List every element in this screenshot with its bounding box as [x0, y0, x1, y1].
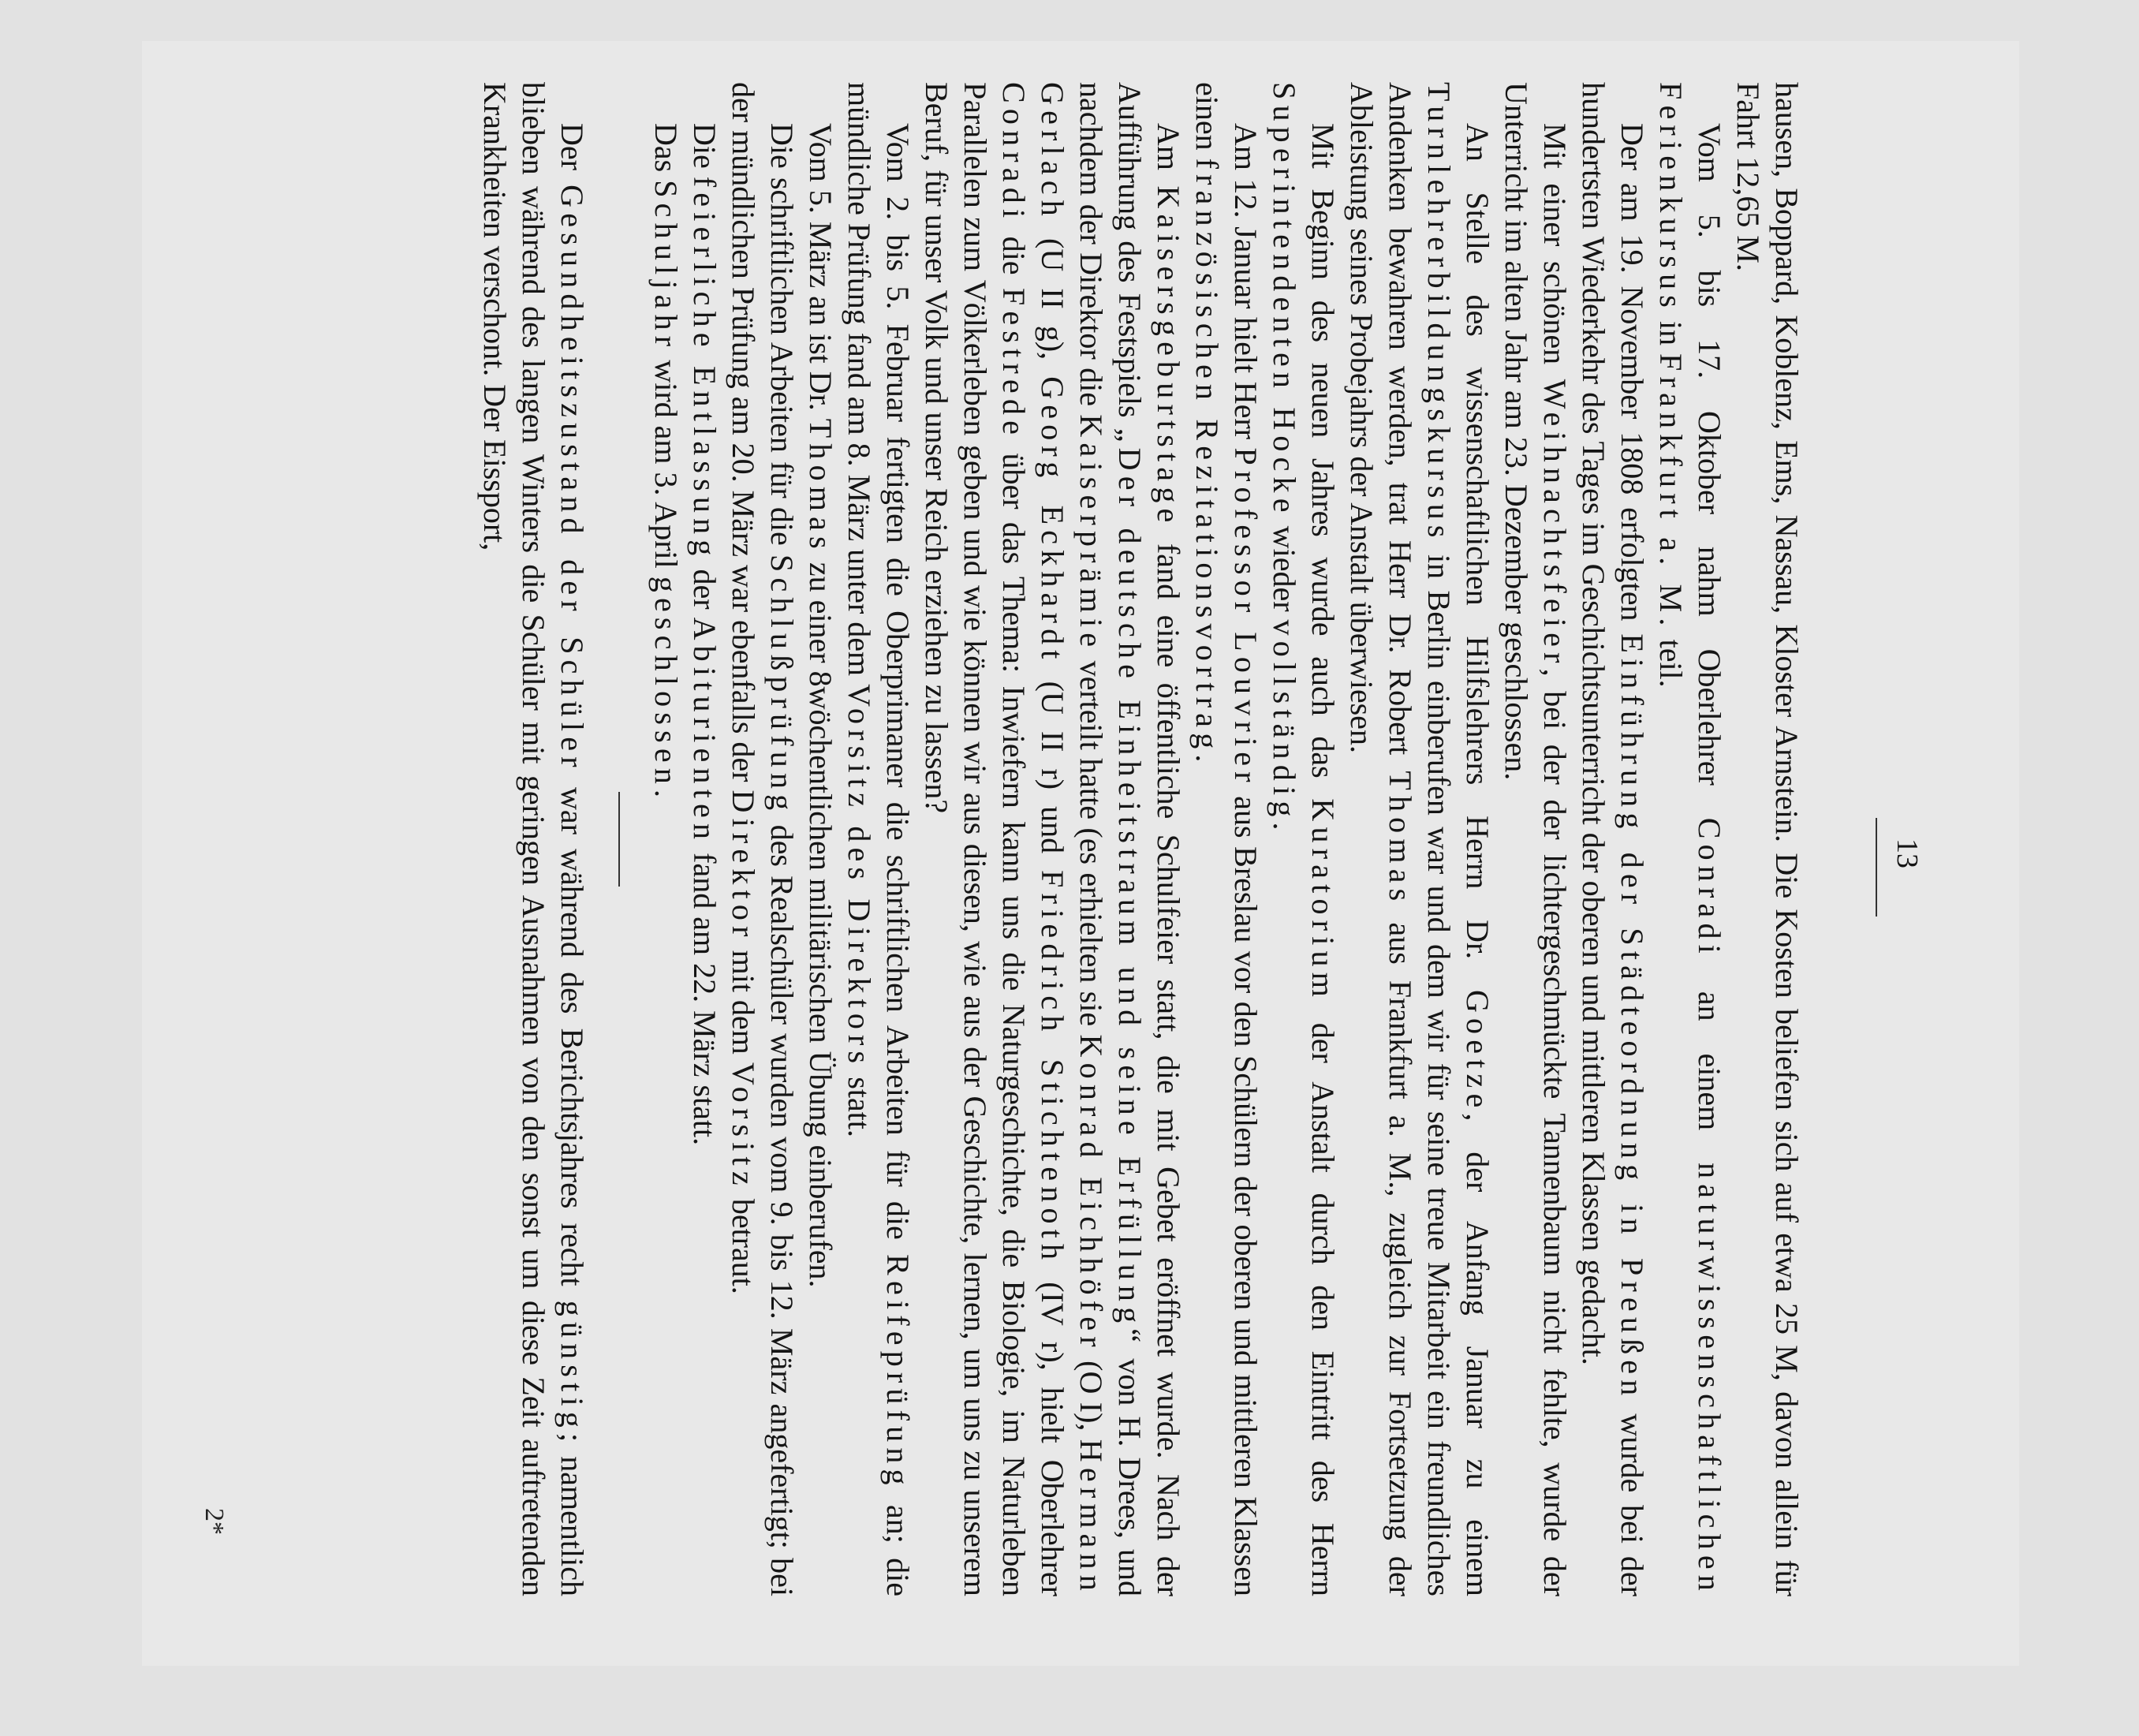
rotated-text-block [142, 41, 2019, 1666]
spaced-emphasis: feierliche Entlassung [687, 176, 722, 562]
spaced-emphasis: Conradi [996, 82, 1032, 224]
spaced-emphasis: Schlußprüfung [764, 554, 800, 816]
text-run: fand am 22. März statt. [687, 845, 722, 1146]
text-run: der [687, 561, 722, 618]
spaced-emphasis: Abiturienten [687, 617, 722, 846]
spaced-emphasis: Kaisersgeburtstage [1151, 185, 1186, 528]
spaced-emphasis: Weihnachtsfeier [1537, 379, 1573, 669]
paragraph [917, 82, 1188, 1596]
text-run: (O I), [1073, 1352, 1109, 1439]
spaced-emphasis: Georg Eckhardt [1035, 376, 1070, 665]
text-run: . [1189, 754, 1225, 763]
spaced-emphasis: „Der deutsche Einheitstraum und seine Erfüllung“ [1112, 427, 1148, 1349]
spaced-emphasis: vollständig [1267, 619, 1302, 823]
text-run: wurde bei der hundertsten Wiederkehr des Tages im Geschichtsunterricht der oberen und mittleren Klassen gedacht. [1576, 82, 1650, 1596]
text-run: Der am 19. November 1808 erfolgten [1615, 123, 1650, 634]
spaced-emphasis: Gesundheitszustand der Schüler [554, 185, 590, 773]
paragraph [840, 82, 917, 1596]
text-run: die [996, 223, 1032, 288]
spaced-emphasis: Turnlehrerbildungskursus [1421, 82, 1457, 543]
paragraph [1188, 82, 1265, 1596]
text-run: statt. [842, 1069, 877, 1137]
paragraph [801, 82, 840, 1596]
text-run: Der [554, 123, 590, 185]
spaced-emphasis: Einführung der Städteordnung in Preußen [1615, 633, 1650, 1402]
paragraph [1342, 82, 1497, 1596]
text-run: Mit Beginn des neuen Jahres wurde auch das [1305, 123, 1341, 799]
spaced-emphasis: günstig [554, 1300, 590, 1433]
spaced-emphasis: geschlossen [648, 576, 684, 790]
text-run: , bei der der lichtergeschmückte Tannenbaum nicht fehlte, wurde der Unterricht im alten Jahr am 23. Dezember geschlossen. [1499, 82, 1573, 1596]
text-run: von H. Drees, und nachdem der Direktor die [1073, 82, 1148, 1596]
text-run: in Berlin einberufen war und dem wir für seine treue Mitarbeit ein freundliches Andenken bewahren werden, trat Herr Dr. Robert [1383, 82, 1457, 1596]
spaced-emphasis: Friedrich Stichtenoth [1035, 870, 1070, 1266]
text-run: an; die mündliche Prüfung fand am 8. März unter dem [842, 82, 916, 1597]
spaced-emphasis: Hermann Gerlach [1035, 82, 1109, 1597]
spaced-emphasis: Superintendenten Hocke [1267, 82, 1302, 518]
header-rule [1876, 818, 1877, 917]
text-run: aus Frankfurt a. M., zugleich zur Fortsetzung der Ableistung seines Probejahrs der Anstalt überwiesen. [1344, 82, 1418, 1596]
text-run: (U II g), [1035, 221, 1070, 377]
text-run: mit dem [726, 942, 761, 1062]
paragraph [1652, 82, 1729, 1596]
paragraph [476, 82, 592, 1596]
text-run: Am [1151, 123, 1186, 186]
spaced-emphasis: Frankfurt a. M. [1653, 353, 1689, 632]
text-run: in [1653, 313, 1689, 354]
page-number: 13 [1891, 838, 1924, 868]
spaced-emphasis: Kuratorium [1305, 798, 1341, 1003]
spaced-emphasis: Schuljahr [648, 180, 684, 353]
text-run: Mit einer schönen [1537, 123, 1573, 379]
text-run: Vom 2. bis 5. Februar fertigten die Oberprimaner die schriftlichen Arbeiten für die [880, 123, 916, 1255]
text-run: betraut. [726, 1190, 761, 1294]
spaced-emphasis: Kaiserprämie [1073, 414, 1109, 653]
section-divider [618, 792, 620, 887]
text-run: Vom 5. März an ist Dr. [803, 123, 838, 419]
paragraph [1574, 82, 1652, 1596]
spaced-emphasis: Goetze [1460, 989, 1495, 1114]
text-run: ; namentlich blieben während des langen Winters die Schüler mit geringen Ausnahmen von den sonst um diese Zeit auftretenden Krankheiten verschont. Der Eissport, [477, 82, 590, 1597]
spaced-emphasis: Vorsitz [726, 1062, 761, 1191]
spaced-emphasis: Reifeprüfung [880, 1254, 916, 1491]
text-run: An Stelle des wissenschaftlichen Hilfslehrers Herrn Dr. [1460, 123, 1495, 990]
spaced-emphasis: Conradi [1692, 817, 1727, 959]
text-run: teil. [1653, 631, 1689, 688]
document-body [476, 82, 1806, 1596]
text-run: war während des Berichtsjahres recht [554, 772, 590, 1301]
text-run: (IV r), hielt Oberlehrer [1035, 1265, 1070, 1596]
text-run: des Realschüler wurden vom 9. bis 12. März angefertigt; bei der mündlichen Prüfung am 20. März war ebenfalls der [726, 82, 800, 1597]
text-run: , der Anfang Januar zu einem [1460, 1113, 1495, 1596]
spaced-emphasis: Thomas [1383, 771, 1418, 907]
text-run: zu einer 8wöchentlichen militärischen Übung einberufen. [803, 554, 838, 1288]
paragraph [1265, 82, 1342, 1596]
text-run: Die schriftlichen Arbeiten für die [764, 123, 800, 554]
spaced-emphasis: Festrede [996, 287, 1032, 441]
spaced-emphasis: französischen Rezitationsvortrag [1189, 158, 1225, 755]
text-run: . [1267, 822, 1302, 831]
spaced-emphasis: Thomas [803, 418, 838, 554]
spaced-emphasis: Direktor [726, 790, 761, 943]
text-run: verteilt hatte (es erhielten sie [1073, 652, 1109, 1035]
text-run: Am 12. Januar hielt Herr [1228, 123, 1264, 448]
text-run: wird am 3. April [648, 352, 684, 577]
text-run: wieder [1267, 517, 1302, 620]
text-run: an einem [1692, 959, 1727, 1163]
paragraph: hausen, Boppard, Koblenz, Ems, Nassau, Kloster Arnstein. Die Kosten beliefen sich auf etwa 25 M, davon allein für Fahrt 12,65 M. [1730, 82, 1805, 1596]
text-run: der Anstalt durch den Eintritt des Herrn [1305, 1002, 1341, 1596]
spaced-emphasis: Vorsitz des Direktors [842, 684, 877, 1070]
text-run: Vom 5. bis 17. Oktober nahm Oberlehrer [1692, 123, 1727, 818]
page-sheet [142, 41, 2019, 1666]
paragraph [647, 82, 685, 1596]
spaced-emphasis: Professor Louvrier [1228, 447, 1264, 788]
paragraph [685, 82, 724, 1596]
text-run: fand eine öffentliche Schulfeier statt, die mit Gebet eröffnet wurde. Nach der Aufführung des Festspiels [1112, 82, 1186, 1596]
text-run: über das Thema: Inwiefern kann uns die Naturgeschichte, die Biologie, im Naturleben Parallelen zum Völkerleben geben und wie können wir aus diesen, wie aus der Geschichte, lernen, um uns zu unserem Beruf, für unser Volk und unser Reich erziehen zu lassen? [919, 82, 1032, 1596]
paragraph [724, 82, 801, 1596]
text-run: aus Breslau vor den Schülern der oberen und mittleren Klassen einen [1189, 82, 1264, 1596]
spaced-emphasis: naturwissenschaftlichen Ferienkursus [1653, 82, 1727, 1596]
spaced-emphasis: Konrad Eichhöfer [1073, 1034, 1109, 1353]
text-run: Die [687, 123, 722, 177]
text-run: (U II r) und [1035, 664, 1070, 871]
paragraph [1497, 82, 1574, 1596]
signature-mark: 2* [200, 1508, 229, 1535]
text-run: . [648, 790, 684, 798]
text-run: Das [648, 123, 684, 181]
